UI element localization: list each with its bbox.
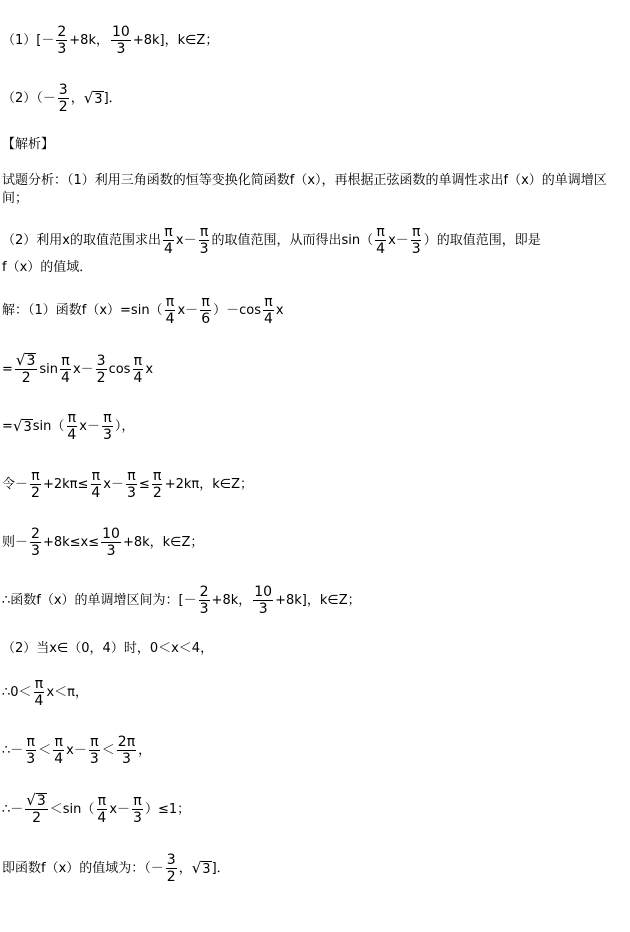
sqrt: √ 3 [15, 351, 36, 369]
fraction: $\frac{\pi}{4}$ [54, 734, 64, 767]
solution-line-10: ∴－ √ 3 2 ＜sin（ $\frac{\pi}{4}$ x－ $\frac{\pi}{3}$ ）≤1； [2, 791, 191, 826]
fraction: √ 3 2 [15, 351, 36, 386]
answer-1: （1）[ － $\frac{2}{3}$ +8k， $\frac{10}{3}$ +8k]，k∈Z； [2, 24, 219, 57]
fraction: $\frac{2}{3}$ [57, 24, 67, 57]
fraction: $\frac{3}{2}$ [96, 352, 106, 386]
sqrt: √ 3 [26, 791, 46, 809]
fraction: $\frac{\pi}{4}$ [133, 352, 143, 386]
solution-line-5: 则－ $\frac{2}{3}$ +8k≤x≤ $\frac{10}{3}$ +8k，k∈Z； [2, 526, 204, 559]
fraction: $\frac{\pi}{3}$ [199, 224, 209, 257]
fraction: $\frac{\pi}{4}$ [34, 676, 44, 709]
fraction: $\frac{\pi}{3}$ [26, 734, 36, 767]
solution-line-7: （2）当x∈（0，4）时，0＜x＜4， [2, 641, 214, 656]
neg-sign: － [41, 33, 55, 48]
solution-line-1: 解：（1）函数f（x）=sin（ $\frac{\pi}{4}$ x－ $\frac{\pi}{6}$ ）－cos $\frac{\pi}{4}$ x [2, 294, 284, 327]
solution-line-4: 令－ $\frac{\pi}{2}$ +2kπ≤ $\frac{\pi}{4}$ x－ $\frac{\pi}{3}$ ≤ $\frac{\pi}{2}$ +2kπ，k∈Z； [2, 468, 254, 501]
fraction: $\frac{\pi}{3}$ [89, 734, 99, 767]
fraction: $\frac{\pi}{3}$ [103, 410, 112, 443]
fraction: $\frac{\pi}{4}$ [263, 294, 273, 327]
analysis-paragraph-2: （2）利用x的取值范围求出 $\frac{\pi}{4}$ x－ $\frac{\pi}{3}$ 的取值范围，从而得出sin（ $\frac{\pi}{4}$ x－ $\frac{\pi}{3}$ ）的取值范围，即是 [2, 224, 541, 257]
fraction: √ 3 2 [26, 791, 46, 826]
fraction: $\frac{2}{3}$ [31, 526, 40, 559]
solution-line-2: = √ 3 2 sin $\frac{\pi}{4}$ x－ $\frac{3}{2}$ cos $\frac{\pi}{4}$ x [2, 351, 154, 386]
solution-line-8: ∴0＜ $\frac{\pi}{4}$ x＜π， [2, 676, 88, 709]
fraction: $\frac{\pi}{2}$ [152, 468, 162, 501]
fraction: $\frac{\pi}{3}$ [133, 792, 142, 826]
fraction: $\frac{2}{3}$ [199, 584, 209, 617]
fraction: $\frac{2\pi}{3}$ [117, 734, 136, 767]
fraction: $\frac{\pi}{3}$ [126, 468, 136, 501]
fraction: $\frac{10}{3}$ [111, 24, 130, 57]
fraction: $\frac{\pi}{3}$ [411, 224, 421, 257]
solution-line-9: ∴－ $\frac{\pi}{3}$ ＜ $\frac{\pi}{4}$ x－ $\frac{\pi}{3}$ ＜ $\frac{2\pi}{3}$ ， [2, 734, 152, 767]
solution-line-6: ∴函数f（x）的单调增区间为：[－ $\frac{2}{3}$ +8k， $\frac{10}{3}$ +8k]，k∈Z； [2, 584, 361, 617]
fraction: $\frac{\pi}{4}$ [97, 792, 107, 826]
sqrt: √ 3 [83, 89, 103, 107]
fraction: $\frac{\pi}{4}$ [163, 224, 173, 257]
fraction: $\frac{3}{2}$ [166, 852, 176, 885]
fraction: $\frac{\pi}{4}$ [376, 224, 386, 257]
fraction: $\frac{\pi}{4}$ [91, 468, 101, 501]
solution-line-3: = √ 3 sin（ $\frac{\pi}{4}$ x－ $\frac{\pi}{3}$ ）， [2, 410, 135, 443]
sqrt: √ 3 [191, 859, 211, 877]
answer-1-label: （1）[ [2, 33, 42, 48]
fraction: $\frac{\pi}{4}$ [61, 352, 70, 386]
answer-2: （2）（－ $\frac{3}{2}$ ， √ 3 ]． [2, 82, 122, 115]
fraction: $\frac{\pi}{2}$ [31, 468, 40, 501]
fraction: $\frac{\pi}{4}$ [67, 410, 77, 443]
fraction: $\frac{10}{3}$ [102, 526, 120, 559]
section-title: 【解析】 [2, 137, 55, 152]
solution-line-11: 即函数f（x）的值域为：（－ $\frac{3}{2}$ ， √ 3 ]． [2, 852, 230, 885]
analysis-paragraph-1: 试题分析：（1）利用三角函数的恒等变换化简函数f（x），再根据正弦函数的单调性求出f（x）的单调增区间； [2, 173, 607, 206]
sqrt: √ 3 [12, 417, 32, 435]
analysis-paragraph-2-cont: f（x）的值域． [2, 260, 93, 275]
fraction: $\frac{\pi}{6}$ [201, 294, 211, 327]
fraction: $\frac{10}{3}$ [254, 584, 273, 617]
fraction: $\frac{\pi}{4}$ [165, 294, 175, 327]
fraction: $\frac{3}{2}$ [58, 82, 68, 115]
